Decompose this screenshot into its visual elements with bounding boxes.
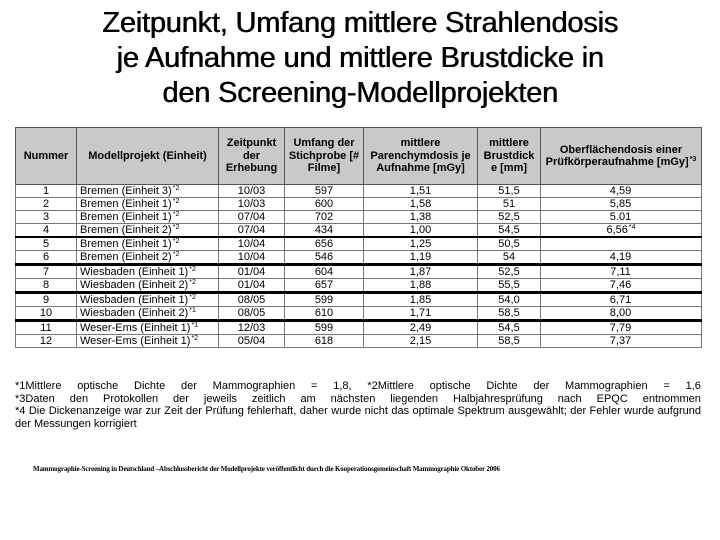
cell-zeitpunkt xyxy=(219,321,285,335)
cell-oberflaechendosis xyxy=(541,224,702,238)
cell-parenchymdosis-text: 1,38 xyxy=(409,211,432,223)
cell-modellprojekt-text: Weser-Ems (Einheit 1) xyxy=(80,322,191,334)
cell-nummer-text: 7 xyxy=(42,266,50,278)
cell-brustdicke-text: 58,5 xyxy=(498,335,520,347)
cell-oberflaechendosis-text: 7,79 xyxy=(609,322,632,334)
cell-modellprojekt-text: Wiesbaden (Einheit 2) xyxy=(80,307,189,319)
cell-zeitpunkt-text: 10/04 xyxy=(237,238,266,250)
cell-oberflaechendosis xyxy=(541,211,702,224)
cell-oberflaechendosis-text: 7,37 xyxy=(609,335,632,347)
footnote-mark: *2 xyxy=(172,238,180,245)
slide-title xyxy=(0,6,720,111)
cell-zeitpunkt-text: 08/05 xyxy=(237,307,266,319)
cell-nummer-text: 1 xyxy=(42,185,50,197)
footnote-mark: *2 xyxy=(172,185,180,192)
footnote-mark: *2 xyxy=(189,266,196,273)
cell-nummer xyxy=(16,211,77,224)
cell-umfang-text: 597 xyxy=(314,185,334,197)
cell-nummer xyxy=(16,335,77,348)
cell-parenchymdosis xyxy=(364,321,478,335)
cell-umfang xyxy=(285,211,364,224)
header-oberflaechendosis xyxy=(541,128,702,185)
cell-umfang-text: 599 xyxy=(314,322,334,334)
cell-modellprojekt-text: Bremen (Einheit 3) xyxy=(80,185,172,197)
cell-brustdicke-text: 54,0 xyxy=(498,294,520,306)
cell-oberflaechendosis-text: 8,00 xyxy=(609,307,632,319)
cell-zeitpunkt-text: 01/04 xyxy=(237,279,266,291)
cell-oberflaechendosis xyxy=(541,307,702,321)
cell-oberflaechendosis-text: 4,19 xyxy=(609,251,632,263)
cell-zeitpunkt-text: 10/03 xyxy=(237,185,266,197)
cell-umfang-text: 610 xyxy=(314,307,334,319)
cell-oberflaechendosis xyxy=(541,251,702,265)
cell-oberflaechendosis xyxy=(541,335,702,348)
cell-nummer xyxy=(16,293,77,307)
cell-parenchymdosis xyxy=(364,265,478,279)
cell-parenchymdosis xyxy=(364,335,478,348)
cell-zeitpunkt xyxy=(219,293,285,307)
cell-oberflaechendosis-text: 4,59 xyxy=(609,185,632,197)
cell-parenchymdosis xyxy=(364,198,478,211)
cell-nummer xyxy=(16,251,77,265)
cell-zeitpunkt xyxy=(219,211,285,224)
footnote-mark: *2 xyxy=(172,224,180,231)
cell-modellprojekt xyxy=(77,293,219,307)
cell-nummer xyxy=(16,321,77,335)
cell-parenchymdosis-text: 1,19 xyxy=(409,251,432,263)
footnote-word: 1,8, xyxy=(333,380,352,392)
cell-zeitpunkt xyxy=(219,251,285,265)
cell-oberflaechendosis-text: 5,85 xyxy=(609,198,632,210)
footnotes xyxy=(15,380,701,430)
cell-brustdicke-text: 54,5 xyxy=(498,224,520,236)
footnote-word: Mammographien xyxy=(565,380,648,392)
cell-umfang xyxy=(285,279,364,293)
title-line-1: Zeitpunkt, Umfang mittlere Strahlendosis xyxy=(102,7,618,39)
footnote-word: Dichte xyxy=(134,380,166,392)
cell-modellprojekt-text: Wiesbaden (Einheit 1) xyxy=(80,294,189,306)
cell-umfang-text: 656 xyxy=(314,238,334,250)
cell-oberflaechendosis-text: 6,71 xyxy=(609,294,632,306)
cell-brustdicke xyxy=(478,307,541,321)
cell-oberflaechendosis-text: 7,11 xyxy=(610,266,631,278)
header-brustdicke: mittlere Brustdick e [mm] xyxy=(478,128,541,185)
header-umfang: Umfang der Stichprobe [# Filme] xyxy=(285,128,364,185)
cell-nummer xyxy=(16,237,77,251)
cell-nummer-text: 10 xyxy=(39,307,53,319)
cell-modellprojekt-text: Wiesbaden (Einheit 2) xyxy=(80,279,189,291)
cell-nummer-text: 5 xyxy=(42,238,50,250)
footnote-word: optische xyxy=(429,380,471,392)
cell-parenchymdosis-text: 1,85 xyxy=(409,294,432,306)
cell-umfang-text: 604 xyxy=(314,266,334,278)
footnote-word: der xyxy=(173,392,189,405)
source-citation: Mammographie-Screening in Deutschland –Abschlussbericht der Modellprojekte veröffentlicht durch die Kooperationsgemeinschaft Mammographie Oktober 2006 xyxy=(33,465,500,473)
cell-umfang xyxy=(285,335,364,348)
cell-zeitpunkt-text: 10/03 xyxy=(237,198,266,210)
cell-brustdicke xyxy=(478,251,541,265)
footnote-mark: *1 xyxy=(191,322,199,329)
cell-umfang-text: 657 xyxy=(314,279,334,291)
cell-brustdicke xyxy=(478,293,541,307)
table-row xyxy=(16,198,702,211)
footnote-mark: *2 xyxy=(172,211,180,218)
cell-nummer-text: 6 xyxy=(42,251,50,263)
cell-nummer-text: 3 xyxy=(42,211,50,223)
footnote-word: zeitlich xyxy=(251,392,286,405)
footnote-word: *3Daten xyxy=(15,392,55,405)
cell-oberflaechendosis-text: 6,56 xyxy=(606,224,628,236)
header-footnote-mark: *3 xyxy=(689,156,697,163)
cell-nummer xyxy=(16,198,77,211)
cell-modellprojekt xyxy=(77,198,219,211)
cell-brustdicke-text: 54,5 xyxy=(498,322,520,334)
cell-brustdicke-text: 50,5 xyxy=(498,238,520,250)
cell-umfang xyxy=(285,251,364,265)
footnote-word: Protokollen xyxy=(103,392,159,405)
title-line-2: je Aufnahme und mittlere Brustdicke in xyxy=(116,42,604,74)
footnote-3 xyxy=(15,393,701,406)
footnote-mark: *2 xyxy=(172,198,180,205)
cell-zeitpunkt xyxy=(219,265,285,279)
table-row xyxy=(16,335,702,348)
cell-zeitpunkt-text: 10/04 xyxy=(237,251,266,263)
cell-parenchymdosis xyxy=(364,293,478,307)
cell-parenchymdosis-text: 1,71 xyxy=(409,307,432,319)
header-oberflaechendosis-label: Oberflächendosis einer Prüfkörperaufnahme [mGy] xyxy=(545,143,689,168)
footnote-word: entnommen xyxy=(642,392,701,405)
cell-nummer-text: 12 xyxy=(39,335,53,347)
cell-parenchymdosis xyxy=(364,211,478,224)
cell-zeitpunkt-text: 01/04 xyxy=(237,266,266,278)
cell-zeitpunkt xyxy=(219,198,285,211)
cell-umfang xyxy=(285,185,364,198)
cell-parenchymdosis-text: 1,87 xyxy=(409,266,432,278)
cell-umfang xyxy=(285,198,364,211)
cell-brustdicke-text: 54 xyxy=(502,251,516,263)
footnote-word: 1,6 xyxy=(685,380,701,392)
cell-zeitpunkt-text: 07/04 xyxy=(237,211,266,223)
cell-zeitpunkt xyxy=(219,307,285,321)
footnote-word: Mammographien xyxy=(212,380,296,392)
cell-modellprojekt xyxy=(77,237,219,251)
cell-oberflaechendosis xyxy=(541,293,702,307)
cell-parenchymdosis-text: 2,15 xyxy=(409,335,432,347)
cell-brustdicke-text: 52,5 xyxy=(498,266,520,278)
cell-umfang-text: 702 xyxy=(314,211,334,223)
cell-modellprojekt xyxy=(77,211,219,224)
footnote-1-2 xyxy=(15,380,701,393)
cell-oberflaechendosis xyxy=(541,321,702,335)
table-row xyxy=(16,279,702,293)
cell-modellprojekt-text: Wiesbaden (Einheit 1) xyxy=(80,266,189,278)
cell-parenchymdosis xyxy=(364,224,478,238)
cell-zeitpunkt xyxy=(219,237,285,251)
cell-modellprojekt xyxy=(77,185,219,198)
cell-nummer xyxy=(16,279,77,293)
cell-umfang xyxy=(285,265,364,279)
cell-modellprojekt-text: Bremen (Einheit 1) xyxy=(80,238,172,250)
footnote-word: jeweils xyxy=(203,392,237,405)
cell-nummer xyxy=(16,185,77,198)
cell-parenchymdosis xyxy=(364,307,478,321)
footnote-mark: *4 xyxy=(628,224,636,231)
cell-oberflaechendosis xyxy=(541,185,702,198)
cell-oberflaechendosis xyxy=(541,279,702,293)
cell-nummer-text: 9 xyxy=(42,294,50,306)
cell-oberflaechendosis-text: 5.01 xyxy=(609,211,632,223)
cell-zeitpunkt xyxy=(219,335,285,348)
cell-umfang xyxy=(285,237,364,251)
cell-parenchymdosis-text: 2,49 xyxy=(409,322,432,334)
cell-nummer xyxy=(16,265,77,279)
cell-parenchymdosis-text: 1,58 xyxy=(409,198,432,210)
table-body xyxy=(16,185,702,348)
footnote-4: *4 Die Dickenanzeige war zur Zeit der Prüfung fehlerhaft, daher wurde nicht das optimale Spektrum ausgewählt; der Fehler wurde aufgrund der Messungen korrigiert xyxy=(15,405,701,430)
table-row xyxy=(16,185,702,198)
cell-brustdicke-text: 51,5 xyxy=(498,185,520,197)
cell-oberflaechendosis-text: 7,46 xyxy=(609,279,632,291)
cell-nummer-text: 2 xyxy=(42,198,50,210)
footnote-word: der xyxy=(533,380,550,392)
footnote-word: Halbjahresprüfung xyxy=(452,392,543,405)
cell-modellprojekt xyxy=(77,265,219,279)
cell-nummer-text: 11 xyxy=(40,322,52,334)
cell-umfang xyxy=(285,321,364,335)
cell-modellprojekt xyxy=(77,279,219,293)
footnote-mark: *2 xyxy=(191,335,199,342)
cell-parenchymdosis xyxy=(364,185,478,198)
cell-zeitpunkt-text: 08/05 xyxy=(237,294,266,306)
footnote-mark: *2 xyxy=(172,251,180,258)
footnote-mark: *2 xyxy=(189,279,196,286)
header-modellprojekt: Modellprojekt (Einheit) xyxy=(77,128,219,185)
footnote-mark: *2 xyxy=(189,294,196,301)
cell-parenchymdosis-text: 1,00 xyxy=(409,224,432,236)
cell-modellprojekt xyxy=(77,321,219,335)
cell-parenchymdosis-text: 1,88 xyxy=(409,279,432,291)
cell-modellprojekt xyxy=(77,251,219,265)
footnote-word: EPQC xyxy=(596,392,628,405)
cell-parenchymdosis xyxy=(364,251,478,265)
cell-parenchymdosis xyxy=(364,279,478,293)
cell-umfang-text: 434 xyxy=(314,224,334,236)
footnote-word: = xyxy=(663,380,670,392)
cell-modellprojekt xyxy=(77,307,219,321)
cell-umfang-text: 600 xyxy=(314,198,334,210)
cell-modellprojekt-text: Bremen (Einheit 1) xyxy=(80,211,172,223)
cell-nummer-text: 4 xyxy=(42,224,50,236)
cell-parenchymdosis xyxy=(364,237,478,251)
cell-parenchymdosis-text: 1,25 xyxy=(409,238,432,250)
header-parenchymdosis: mittlere Parenchymdosis je Aufnahme [mGy] xyxy=(364,128,478,185)
cell-oberflaechendosis xyxy=(541,237,702,251)
cell-brustdicke-text: 55,5 xyxy=(498,279,520,291)
table-row xyxy=(16,307,702,321)
footnote-word: der xyxy=(180,380,197,392)
dose-table xyxy=(15,127,702,348)
cell-modellprojekt-text: Weser-Ems (Einheit 1) xyxy=(80,335,191,347)
cell-parenchymdosis-text: 1,51 xyxy=(409,185,432,197)
cell-zeitpunkt-text: 07/04 xyxy=(237,224,266,236)
cell-umfang xyxy=(285,293,364,307)
header-nummer: Nummer xyxy=(16,128,77,185)
table-row xyxy=(16,293,702,307)
cell-zeitpunkt-text: 12/03 xyxy=(237,322,266,334)
footnote-word: nach xyxy=(557,392,582,405)
cell-oberflaechendosis xyxy=(541,198,702,211)
table-row xyxy=(16,321,702,335)
cell-modellprojekt-text: Bremen (Einheit 1) xyxy=(80,198,172,210)
cell-zeitpunkt xyxy=(219,279,285,293)
footnote-word: *2Mittlere xyxy=(367,380,414,392)
cell-nummer xyxy=(16,307,77,321)
cell-modellprojekt-text: Bremen (Einheit 2) xyxy=(80,251,172,263)
footnote-word: am xyxy=(300,392,316,405)
cell-brustdicke-text: 52,5 xyxy=(498,211,520,223)
cell-brustdicke-text: 51 xyxy=(502,198,516,210)
cell-zeitpunkt-text: 05/04 xyxy=(237,335,266,347)
header-zeitpunkt: Zeitpunkt der Erhebung xyxy=(219,128,285,185)
cell-umfang-text: 599 xyxy=(314,294,334,306)
cell-brustdicke xyxy=(478,185,541,198)
cell-zeitpunkt xyxy=(219,224,285,238)
cell-umfang-text: 546 xyxy=(314,251,334,263)
title-line-3: den Screening-Modellprojekten xyxy=(162,77,558,109)
cell-zeitpunkt xyxy=(219,185,285,198)
table-header-row xyxy=(16,128,702,185)
footnote-word: den xyxy=(69,392,89,405)
cell-modellprojekt xyxy=(77,335,219,348)
cell-brustdicke xyxy=(478,224,541,238)
cell-brustdicke-text: 58,5 xyxy=(498,307,520,319)
cell-umfang-text: 618 xyxy=(314,335,334,347)
cell-modellprojekt xyxy=(77,224,219,238)
footnote-word: *1Mittlere xyxy=(15,380,62,392)
cell-nummer xyxy=(16,224,77,238)
footnote-word: Dichte xyxy=(486,380,518,392)
cell-oberflaechendosis xyxy=(541,265,702,279)
cell-brustdicke xyxy=(478,279,541,293)
cell-nummer-text: 8 xyxy=(42,279,50,291)
cell-brustdicke xyxy=(478,198,541,211)
cell-brustdicke xyxy=(478,211,541,224)
cell-brustdicke xyxy=(478,237,541,251)
footnote-word: = xyxy=(311,380,318,392)
cell-umfang xyxy=(285,224,364,238)
cell-brustdicke xyxy=(478,265,541,279)
table-row xyxy=(16,251,702,265)
cell-modellprojekt-text: Bremen (Einheit 2) xyxy=(80,224,172,236)
table-row xyxy=(16,224,702,238)
table-row xyxy=(16,265,702,279)
cell-brustdicke xyxy=(478,321,541,335)
table-row xyxy=(16,211,702,224)
cell-brustdicke xyxy=(478,335,541,348)
footnote-word: nächsten xyxy=(330,392,376,405)
footnote-word: optische xyxy=(77,380,119,392)
footnote-word: liegenden xyxy=(390,392,438,405)
footnote-mark: *1 xyxy=(189,307,196,314)
table-row xyxy=(16,237,702,251)
cell-umfang xyxy=(285,307,364,321)
